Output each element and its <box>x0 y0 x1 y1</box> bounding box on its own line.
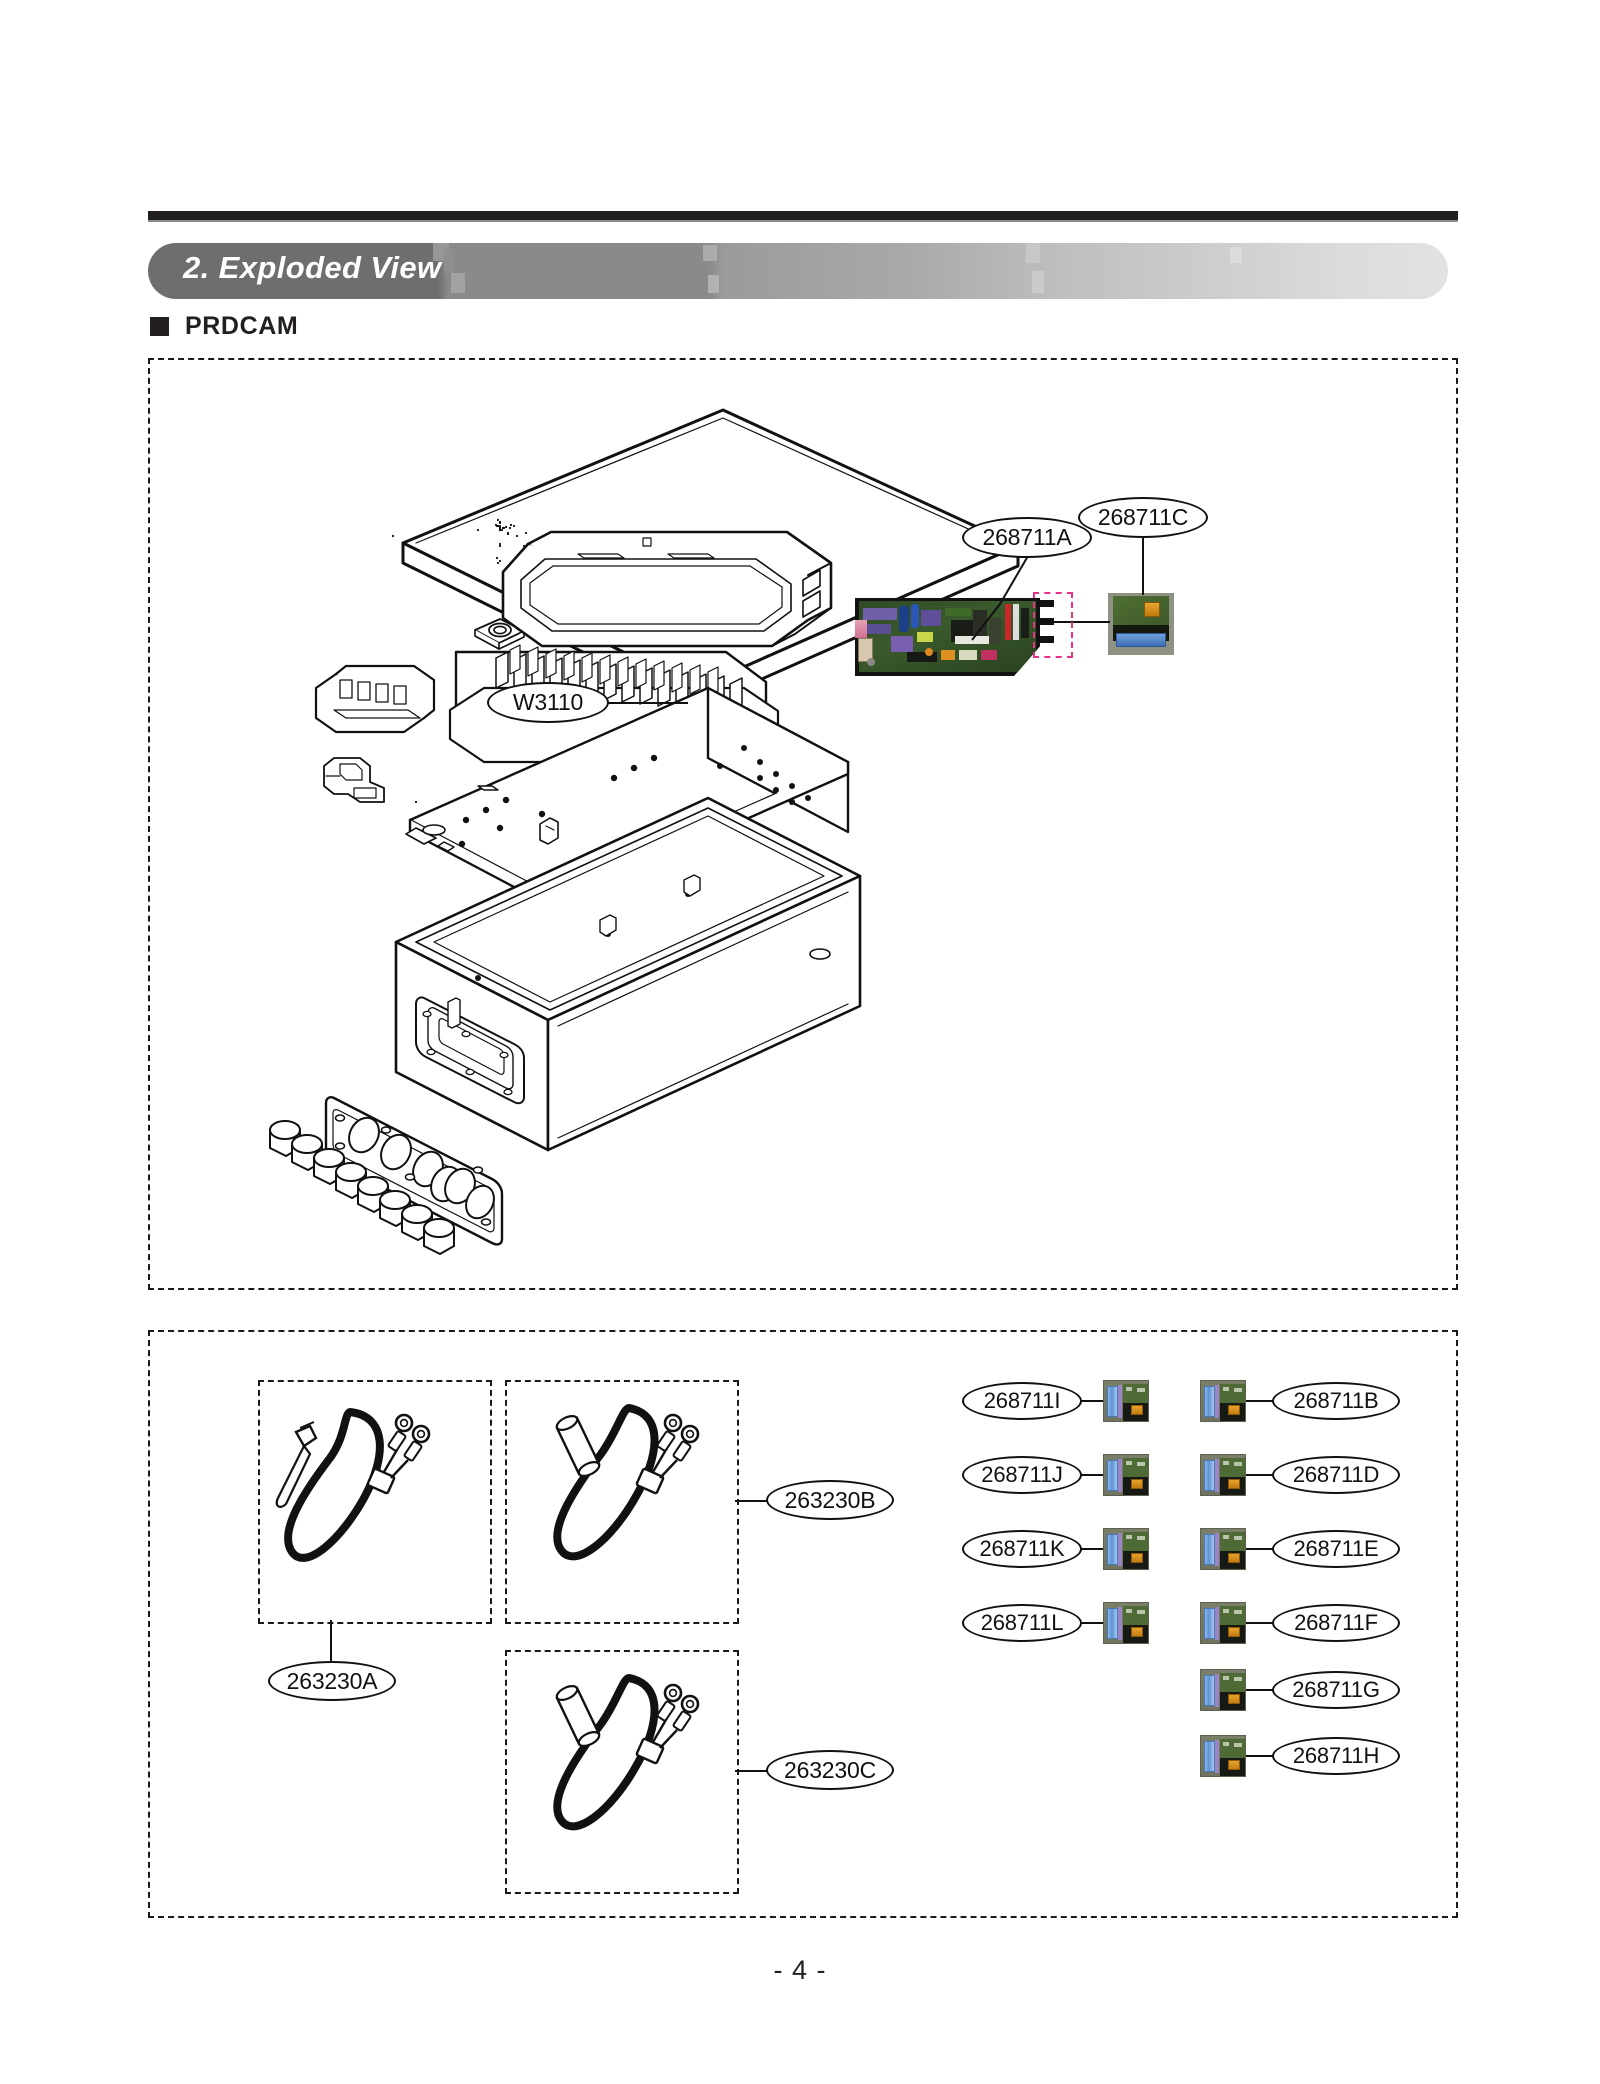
callout-268711K <box>962 1530 1082 1568</box>
leader-263230A-vertical <box>330 1620 332 1662</box>
leader-263230B <box>735 1500 767 1502</box>
page-title: 2. Exploded View <box>183 250 442 285</box>
callout-268711A <box>962 517 1092 558</box>
callout-label: 268711B <box>1293 1388 1379 1413</box>
callout-label: 268711A <box>982 524 1072 550</box>
page-number: - 4 - <box>773 1955 827 1985</box>
pcb-module-268711B <box>1200 1380 1246 1422</box>
leader-263230C <box>735 1770 767 1772</box>
pcb-module-268711E <box>1200 1528 1246 1570</box>
pcb-module-268711I <box>1103 1380 1149 1422</box>
callout-268711L <box>962 1604 1082 1642</box>
callout-label: W3110 <box>512 689 584 715</box>
callout-268711C <box>1078 497 1208 538</box>
callout-263230C <box>766 1750 894 1790</box>
pcb-module-268711K <box>1103 1528 1149 1570</box>
callout-label: 268711I <box>983 1388 1061 1413</box>
callout-label: 268711K <box>979 1536 1065 1561</box>
callout-label: 268711H <box>1292 1743 1380 1768</box>
connector-highlight-marker <box>1033 592 1073 658</box>
callout-263230A <box>268 1661 396 1701</box>
pcb-module-268711H <box>1200 1735 1246 1777</box>
section-heading-label: PRDCAM <box>185 312 299 340</box>
leader-W3110 <box>608 702 688 704</box>
callout-label: 268711D <box>1292 1462 1380 1487</box>
pcb-module-268711L <box>1103 1602 1149 1644</box>
callout-268711B <box>1272 1382 1400 1420</box>
callout-268711E <box>1272 1530 1400 1568</box>
callout-label: 263230A <box>286 1667 378 1694</box>
leader-268711I <box>1081 1400 1105 1402</box>
callout-268711D <box>1272 1456 1400 1494</box>
callout-268711I <box>962 1382 1082 1420</box>
callout-268711H <box>1272 1737 1400 1775</box>
pcb-module-268711F <box>1200 1602 1246 1644</box>
callout-label: 268711F <box>1294 1610 1378 1635</box>
leader-268711L <box>1081 1622 1105 1624</box>
callout-263230B <box>766 1480 894 1520</box>
callout-268711G <box>1272 1671 1400 1709</box>
callout-268711J <box>962 1456 1082 1494</box>
callout-label: 268711C <box>1097 504 1189 530</box>
callout-268711F <box>1272 1604 1400 1642</box>
callout-label: 268711J <box>981 1462 1063 1487</box>
leader-268711J <box>1081 1474 1105 1476</box>
callout-label: 263230C <box>784 1756 876 1783</box>
callout-label: 263230B <box>784 1486 876 1513</box>
pcb-module-268711G <box>1200 1669 1246 1711</box>
pcb-module-268711J <box>1103 1454 1149 1496</box>
callout-label: 268711E <box>1293 1536 1379 1561</box>
callout-label: 268711G <box>1292 1677 1380 1702</box>
callout-W3110 <box>487 682 609 723</box>
callout-label: 268711L <box>980 1610 1064 1635</box>
leader-268711K <box>1081 1548 1105 1550</box>
leader-268711C <box>1142 537 1144 595</box>
pcb-module-268711D <box>1200 1454 1246 1496</box>
